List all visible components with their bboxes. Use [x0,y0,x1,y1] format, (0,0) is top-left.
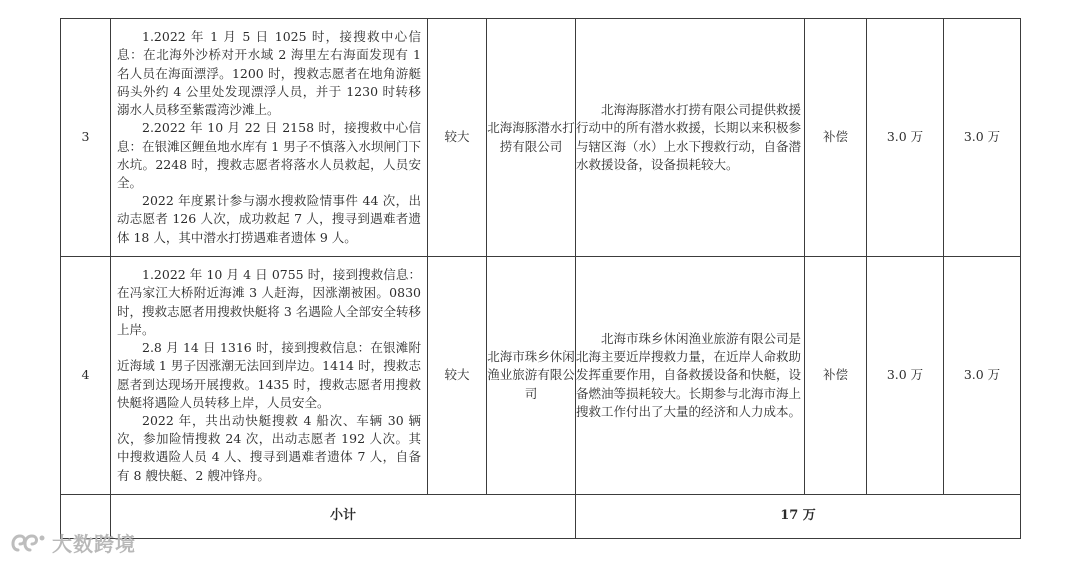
row-number: 4 [61,257,111,495]
table-row [61,257,1021,495]
event-paragraph: 1.2022 年 1 月 5 日 1025 时，接搜救中心信息：在北海外沙桥对开水域 2 海里左右海面发现有 1 名人员在海面漂浮。1200 时，搜救志愿者在地角游艇码头外约 4 公里处发现漂浮人员，并于 1230 时转移溺水人员移至紫霞湾沙滩上。 [117,29,421,118]
org-name-cell: 北海市珠乡休闲渔业旅游有限公司 [487,257,576,495]
reason-text: 北海海豚潜水打捞有限公司提供救援行动中的所有潜水救援，长期以来积极参与辖区海（水）上水下搜救行动，自备潜水救援设备，设备损耗较大。 [576,102,802,172]
type-cell: 补偿 [805,257,867,495]
event-paragraph: 1.2022 年 10 月 4 日 0755 时，接到搜救信息：在冯家江大桥附近海滩 3 人赶海，因涨潮被困。0830 时，搜救志愿者用搜救快艇将 3 名遇险人全部安全转移上岸。 [117,267,421,337]
amount-cell: 3.0 万 [867,19,944,257]
watermark [8,528,136,557]
events-cell [111,257,428,495]
reason-cell [576,257,805,495]
event-paragraph: 2.8 月 14 日 1316 时，接到搜救信息：在银滩附近海域 1 男子因涨潮无法回到岸边。1414 时，搜救志愿者到达现场开展搜救。1435 时，搜救志愿者用搜救快艇将遇险人员转移上岸，人员安全。 [117,340,421,410]
amount-cell: 3.0 万 [944,257,1021,495]
reason-cell [576,19,805,257]
event-paragraph: 2022 年，共出动快艇搜救 4 船次、车辆 30 辆次，参加险情搜救 24 次，出动志愿者 192 人次。其中搜救遇险人员 4 人、搜寻到遇难者遗体 7 人，自备有 8 艘快艇、2 艘冲锋舟。 [117,412,421,483]
events-cell [111,19,428,257]
event-paragraph: 2022 年度累计参与溺水搜救险情事件 44 次，出动志愿者 126 人次，成功救起 7 人，搜寻到遇难者遗体 18 人，其中潜水打捞遇难者遗体 9 人。 [117,193,421,245]
subtotal-row [61,495,1021,539]
amount-cell: 3.0 万 [944,19,1021,257]
row-number: 3 [61,19,111,257]
compensation-table [60,18,1021,539]
org-name-cell: 北海海豚潜水打捞有限公司 [487,19,576,257]
brand-logo-icon [8,530,48,556]
level-cell: 较大 [428,19,487,257]
amount-cell: 3.0 万 [867,257,944,495]
watermark-text: 大数跨境 [52,532,136,556]
reason-text: 北海市珠乡休闲渔业旅游有限公司是北海主要近岸搜救力量，在近岸人命救助发挥重要作用，自备救援设备和快艇，设备燃油等损耗较大。长期参与北海市海上搜救工作付出了大量的经济和人力成本。 [576,330,802,419]
table-row [61,19,1021,257]
subtotal-label: 小计 [111,495,576,539]
subtotal-value: 17 万 [576,495,1021,539]
level-cell: 较大 [428,257,487,495]
type-cell: 补偿 [805,19,867,257]
event-paragraph: 2.2022 年 10 月 22 日 2158 时，接搜救中心信息：在银滩区鲤鱼地水库有 1 男子不慎落入水坝闸门下水坑。2248 时，搜救志愿者将落水人员救起，人员安全。 [117,120,421,190]
